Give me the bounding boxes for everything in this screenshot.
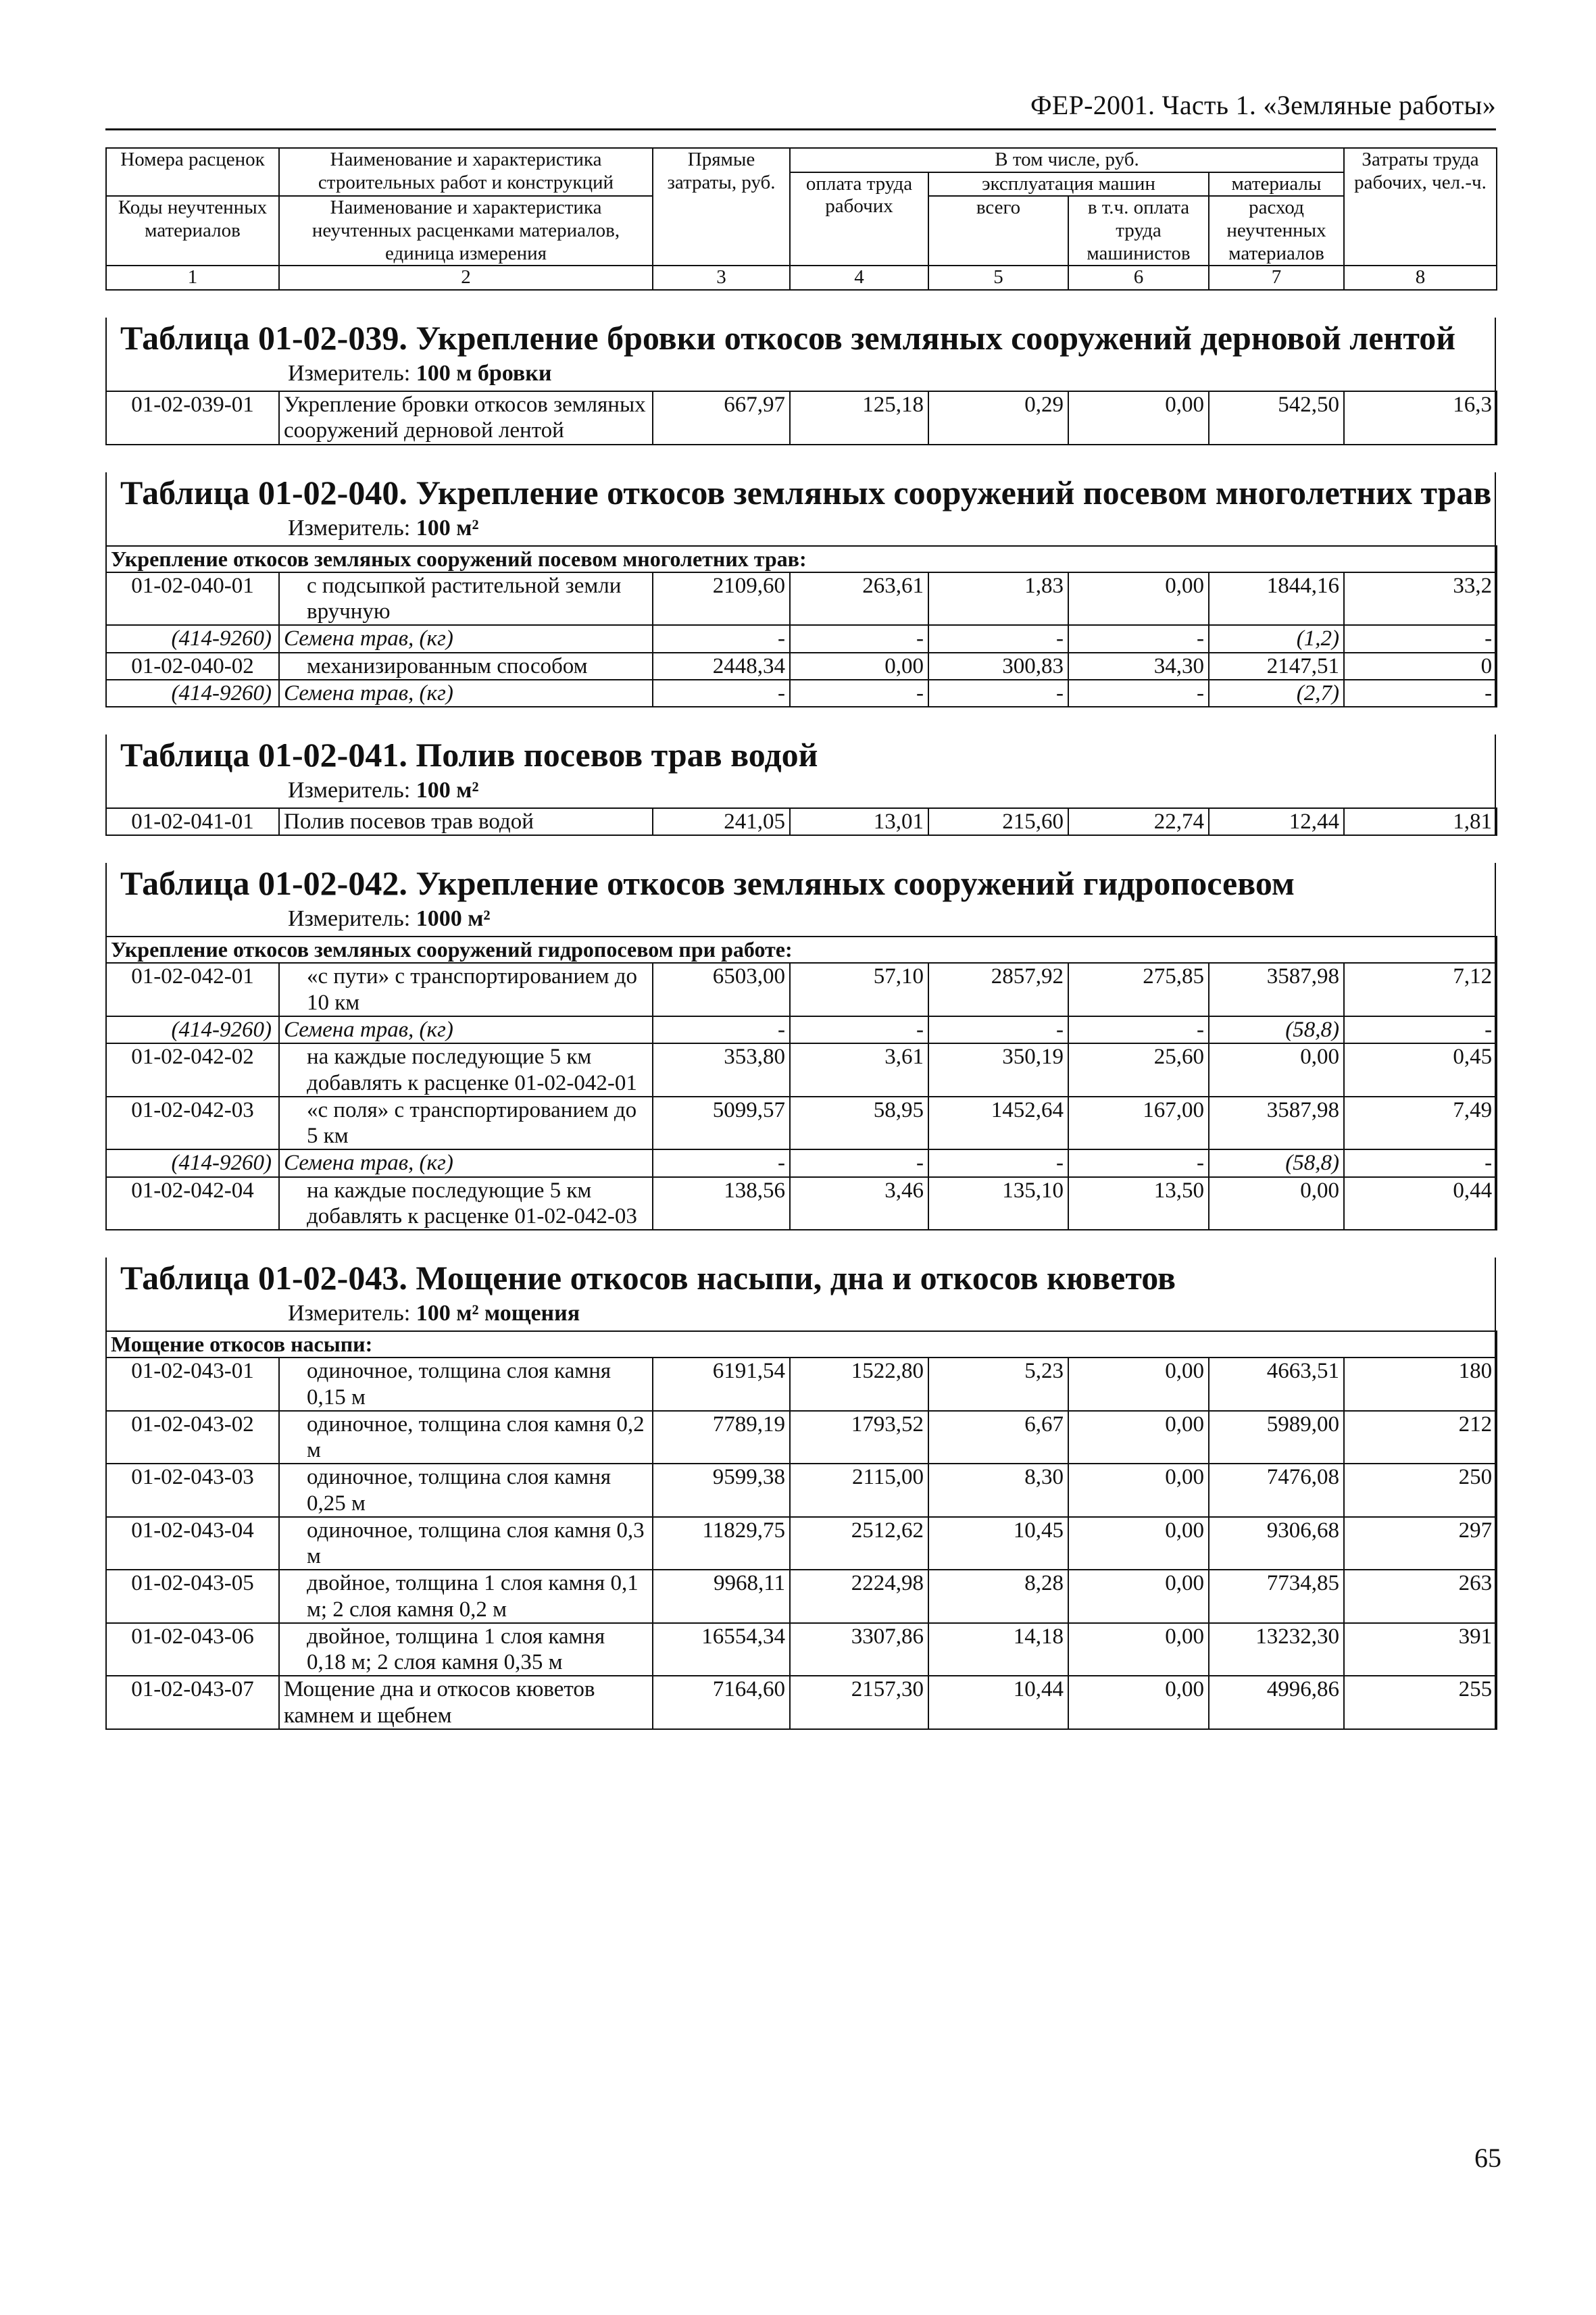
header-direct-costs: Прямые затраты, руб.	[653, 148, 790, 266]
rate-name: Мощение дна и откосов кюветов камнем и щебнем	[279, 1676, 653, 1729]
value-cell: 0,00	[1068, 1517, 1209, 1570]
value-cell: (58,8)	[1209, 1149, 1344, 1176]
value-cell: 0,00	[1068, 1570, 1209, 1623]
value-cell: 3587,98	[1209, 1097, 1344, 1150]
value-cell: -	[1068, 1016, 1209, 1043]
header-rule	[105, 128, 1496, 130]
value-cell: 33,2	[1344, 572, 1497, 626]
value-cell: (2,7)	[1209, 680, 1344, 707]
header-materials: материалы	[1209, 172, 1344, 197]
unit-label: Измеритель:	[288, 1301, 411, 1326]
unit-value: 1000 м²	[416, 906, 491, 932]
rate-code: 01-02-042-03	[106, 1097, 279, 1150]
value-cell: 7,49	[1344, 1097, 1497, 1150]
column-number: 5	[928, 266, 1068, 290]
material-row	[106, 1149, 1497, 1176]
value-cell: 0,00	[1068, 1358, 1209, 1411]
value-cell: (58,8)	[1209, 1016, 1344, 1043]
rates-table	[105, 936, 1497, 1230]
rate-code: 01-02-042-02	[106, 1043, 279, 1097]
rate-name: Полив посевов трав водой	[279, 808, 653, 835]
value-cell: 0,45	[1344, 1043, 1497, 1097]
column-number: 2	[279, 266, 653, 290]
value-cell: 7789,19	[653, 1411, 790, 1464]
price-table-section	[105, 1258, 1496, 1730]
value-cell: 250	[1344, 1464, 1497, 1517]
header-work-name: Наименование и характеристика строительных работ и конструкций	[279, 148, 653, 196]
header-rate-numbers: Номера расценок	[106, 148, 279, 196]
rate-code: 01-02-040-01	[106, 572, 279, 626]
value-cell: -	[928, 1149, 1068, 1176]
value-cell: 180	[1344, 1358, 1497, 1411]
group-heading: Укрепление откосов земляных сооружений посевом многолетних трав:	[106, 546, 1497, 572]
rate-row	[106, 572, 1497, 626]
value-cell: 25,60	[1068, 1043, 1209, 1097]
value-cell: 5099,57	[653, 1097, 790, 1150]
value-cell: -	[1344, 625, 1497, 652]
value-cell: 7164,60	[653, 1676, 790, 1729]
header-material-codes: Коды неучтенных материалов	[106, 196, 279, 266]
value-cell: 350,19	[928, 1043, 1068, 1097]
rate-row	[106, 653, 1497, 680]
unit-of-measure	[288, 906, 1496, 932]
unit-label: Измеритель:	[288, 361, 411, 387]
material-name: Семена трав, (кг)	[279, 1016, 653, 1043]
value-cell: 0,44	[1344, 1177, 1497, 1230]
value-cell: 0,00	[1209, 1177, 1344, 1230]
rate-row	[106, 808, 1497, 835]
column-number: 6	[1068, 266, 1209, 290]
value-cell: 215,60	[928, 808, 1068, 835]
value-cell: 135,10	[928, 1177, 1068, 1230]
unit-of-measure	[288, 361, 1496, 387]
value-cell: -	[1344, 1016, 1497, 1043]
value-cell: 57,10	[790, 963, 928, 1016]
rate-name: двойное, толщина 1 слоя камня 0,1 м; 2 слоя камня 0,2 м	[279, 1570, 653, 1623]
document-body	[105, 147, 1496, 1730]
value-cell: 1,81	[1344, 808, 1497, 835]
rate-code: 01-02-040-02	[106, 653, 279, 680]
value-cell: 6503,00	[653, 963, 790, 1016]
value-cell: -	[928, 680, 1068, 707]
rate-name: «с пути» с транспортированием до 10 км	[279, 963, 653, 1016]
value-cell: 2512,62	[790, 1517, 928, 1570]
rate-code: 01-02-043-06	[106, 1623, 279, 1676]
rate-row	[106, 1623, 1497, 1676]
rate-name: с подсыпкой растительной земли вручную	[279, 572, 653, 626]
unit-label: Измеритель:	[288, 906, 411, 932]
value-cell: 1793,52	[790, 1411, 928, 1464]
value-cell: 1,83	[928, 572, 1068, 626]
unit-value: 100 м бровки	[416, 361, 552, 387]
value-cell: 6191,54	[653, 1358, 790, 1411]
unit-of-measure	[288, 778, 1496, 803]
value-cell: 16554,34	[653, 1623, 790, 1676]
value-cell: 125,18	[790, 391, 928, 445]
column-number: 8	[1344, 266, 1497, 290]
rate-row	[106, 1177, 1497, 1230]
rate-name: на каждые последующие 5 км добавлять к расценке 01-02-042-01	[279, 1043, 653, 1097]
price-table-section	[105, 735, 1496, 836]
value-cell: 12,44	[1209, 808, 1344, 835]
rate-code: 01-02-043-03	[106, 1464, 279, 1517]
header-material-names: Наименование и характеристика неучтенных расценками материалов, единица измерения	[279, 196, 653, 266]
value-cell: -	[653, 1149, 790, 1176]
column-number: 1	[106, 266, 279, 290]
value-cell: 255	[1344, 1676, 1497, 1729]
rate-row	[106, 1464, 1497, 1517]
value-cell: 3,46	[790, 1177, 928, 1230]
value-cell: 13232,30	[1209, 1623, 1344, 1676]
value-cell: 16,3	[1344, 391, 1497, 445]
value-cell: 14,18	[928, 1623, 1068, 1676]
rate-code: 01-02-043-05	[106, 1570, 279, 1623]
rate-name: двойное, толщина 1 слоя камня 0,18 м; 2 слоя камня 0,35 м	[279, 1623, 653, 1676]
value-cell: -	[1344, 1149, 1497, 1176]
value-cell: 2157,30	[790, 1676, 928, 1729]
value-cell: 0,00	[1068, 391, 1209, 445]
header-material-use: расход неучтенных материалов	[1209, 196, 1344, 266]
material-code: (414-9260)	[106, 1016, 279, 1043]
value-cell: 0,00	[1068, 1411, 1209, 1464]
value-cell: -	[790, 1016, 928, 1043]
column-number: 7	[1209, 266, 1344, 290]
rate-row	[106, 1358, 1497, 1411]
value-cell: 0,00	[790, 653, 928, 680]
value-cell: 1844,16	[1209, 572, 1344, 626]
value-cell: 58,95	[790, 1097, 928, 1150]
value-cell: 263	[1344, 1570, 1497, 1623]
rate-row	[106, 1043, 1497, 1097]
header-labor-pay: оплата труда рабочих	[790, 172, 928, 266]
value-cell: -	[653, 1016, 790, 1043]
value-cell: 138,56	[653, 1177, 790, 1230]
value-cell: 0	[1344, 653, 1497, 680]
rate-name: Укрепление бровки откосов земляных сооружений дерновой лентой	[279, 391, 653, 445]
value-cell: 8,30	[928, 1464, 1068, 1517]
header-including-group: В том числе, руб.	[790, 148, 1344, 172]
value-cell: 241,05	[653, 808, 790, 835]
value-cell: -	[653, 625, 790, 652]
value-cell: -	[1068, 625, 1209, 652]
material-code: (414-9260)	[106, 625, 279, 652]
value-cell: -	[790, 625, 928, 652]
material-row	[106, 625, 1497, 652]
value-cell: 34,30	[1068, 653, 1209, 680]
column-header-table	[105, 147, 1497, 291]
value-cell: 5,23	[928, 1358, 1068, 1411]
value-cell: 3307,86	[790, 1623, 928, 1676]
price-table-section	[105, 863, 1496, 1230]
header-machines: эксплуатация машин	[928, 172, 1209, 197]
rates-table	[105, 807, 1497, 836]
rates-table	[105, 545, 1497, 707]
value-cell: 0,00	[1209, 1043, 1344, 1097]
value-cell: 0,29	[928, 391, 1068, 445]
page-number: 65	[1474, 2143, 1501, 2173]
table-title: Таблица 01-02-043. Мощение откосов насыпи, дна и откосов кюветов	[120, 1259, 1176, 1297]
unit-value: 100 м²	[416, 778, 479, 803]
value-cell: -	[1068, 1149, 1209, 1176]
material-code: (414-9260)	[106, 1149, 279, 1176]
value-cell: 0,00	[1068, 572, 1209, 626]
value-cell: 667,97	[653, 391, 790, 445]
column-number-row	[106, 266, 1497, 290]
value-cell: 8,28	[928, 1570, 1068, 1623]
rate-code: 01-02-041-01	[106, 808, 279, 835]
value-cell: 9599,38	[653, 1464, 790, 1517]
rate-name: на каждые последующие 5 км добавлять к расценке 01-02-042-03	[279, 1177, 653, 1230]
rate-code: 01-02-043-02	[106, 1411, 279, 1464]
value-cell: 353,80	[653, 1043, 790, 1097]
value-cell: 542,50	[1209, 391, 1344, 445]
value-cell: -	[653, 680, 790, 707]
value-cell: 297	[1344, 1517, 1497, 1570]
rate-row	[106, 391, 1497, 445]
rate-name: «с поля» с транспортированием до 5 км	[279, 1097, 653, 1150]
sections-container	[105, 318, 1496, 1730]
table-title: Таблица 01-02-039. Укрепление бровки откосов земляных сооружений дерновой лентой	[120, 319, 1456, 357]
value-cell: 10,45	[928, 1517, 1068, 1570]
rate-code: 01-02-043-07	[106, 1676, 279, 1729]
value-cell: -	[928, 625, 1068, 652]
value-cell: 0,00	[1068, 1623, 1209, 1676]
price-table-section	[105, 318, 1496, 445]
unit-of-measure	[288, 1301, 1496, 1326]
rate-name: одиночное, толщина слоя камня 0,3 м	[279, 1517, 653, 1570]
value-cell: (1,2)	[1209, 625, 1344, 652]
header-labor-costs: Затраты труда рабочих, чел.-ч.	[1344, 148, 1497, 266]
rate-name: механизированным способом	[279, 653, 653, 680]
rate-row	[106, 1411, 1497, 1464]
value-cell: 9306,68	[1209, 1517, 1344, 1570]
value-cell: 13,50	[1068, 1177, 1209, 1230]
header-machines-total: всего	[928, 196, 1068, 266]
rates-table	[105, 1330, 1497, 1730]
value-cell: 3,61	[790, 1043, 928, 1097]
group-heading: Мощение откосов насыпи:	[106, 1331, 1497, 1358]
rate-row	[106, 1570, 1497, 1623]
unit-value: 100 м²	[416, 515, 479, 541]
price-table-section	[105, 472, 1496, 707]
value-cell: 212	[1344, 1411, 1497, 1464]
rate-code: 01-02-043-04	[106, 1517, 279, 1570]
value-cell: 2448,34	[653, 653, 790, 680]
column-number: 4	[790, 266, 928, 290]
unit-of-measure	[288, 516, 1496, 541]
rate-row	[106, 1676, 1497, 1729]
table-title: Таблица 01-02-041. Полив посевов трав водой	[120, 736, 818, 774]
value-cell: 4663,51	[1209, 1358, 1344, 1411]
value-cell: 2147,51	[1209, 653, 1344, 680]
value-cell: -	[790, 680, 928, 707]
value-cell: 7476,08	[1209, 1464, 1344, 1517]
value-cell: -	[1344, 680, 1497, 707]
value-cell: 0,00	[1068, 1464, 1209, 1517]
value-cell: 1522,80	[790, 1358, 928, 1411]
value-cell: 9968,11	[653, 1570, 790, 1623]
value-cell: 2115,00	[790, 1464, 928, 1517]
table-title: Таблица 01-02-042. Укрепление откосов земляных сооружений гидропосевом	[120, 864, 1295, 903]
value-cell: 7,12	[1344, 963, 1497, 1016]
value-cell: -	[928, 1016, 1068, 1043]
value-cell: 3587,98	[1209, 963, 1344, 1016]
value-cell: 167,00	[1068, 1097, 1209, 1150]
rate-code: 01-02-043-01	[106, 1358, 279, 1411]
value-cell: 1452,64	[928, 1097, 1068, 1150]
rate-row	[106, 1097, 1497, 1150]
value-cell: 0,00	[1068, 1676, 1209, 1729]
table-title: Таблица 01-02-040. Укрепление откосов земляных сооружений посевом многолетних трав	[120, 473, 1492, 512]
value-cell: 263,61	[790, 572, 928, 626]
value-cell: -	[790, 1149, 928, 1176]
value-cell: 2109,60	[653, 572, 790, 626]
material-row	[106, 680, 1497, 707]
material-name: Семена трав, (кг)	[279, 625, 653, 652]
column-number: 3	[653, 266, 790, 290]
value-cell: 2224,98	[790, 1570, 928, 1623]
value-cell: 300,83	[928, 653, 1068, 680]
material-row	[106, 1016, 1497, 1043]
material-code: (414-9260)	[106, 680, 279, 707]
rate-name: одиночное, толщина слоя камня 0,15 м	[279, 1358, 653, 1411]
rates-table	[105, 391, 1497, 445]
value-cell: 11829,75	[653, 1517, 790, 1570]
value-cell: 275,85	[1068, 963, 1209, 1016]
running-header: ФЕР-2001. Часть 1. «Земляные работы»	[1030, 90, 1496, 120]
header-machinists-pay: в т.ч. оплата труда машинистов	[1068, 196, 1209, 266]
rate-code: 01-02-039-01	[106, 391, 279, 445]
rate-name: одиночное, толщина слоя камня 0,2 м	[279, 1411, 653, 1464]
value-cell: 5989,00	[1209, 1411, 1344, 1464]
value-cell: 391	[1344, 1623, 1497, 1676]
rate-code: 01-02-042-04	[106, 1177, 279, 1230]
unit-label: Измеритель:	[288, 778, 411, 803]
value-cell: -	[1068, 680, 1209, 707]
material-name: Семена трав, (кг)	[279, 680, 653, 707]
value-cell: 7734,85	[1209, 1570, 1344, 1623]
rate-row	[106, 963, 1497, 1016]
material-name: Семена трав, (кг)	[279, 1149, 653, 1176]
value-cell: 4996,86	[1209, 1676, 1344, 1729]
value-cell: 10,44	[928, 1676, 1068, 1729]
value-cell: 6,67	[928, 1411, 1068, 1464]
value-cell: 13,01	[790, 808, 928, 835]
rate-code: 01-02-042-01	[106, 963, 279, 1016]
rate-row	[106, 1517, 1497, 1570]
rate-name: одиночное, толщина слоя камня 0,25 м	[279, 1464, 653, 1517]
value-cell: 2857,92	[928, 963, 1068, 1016]
unit-label: Измеритель:	[288, 515, 411, 541]
value-cell: 22,74	[1068, 808, 1209, 835]
unit-value: 100 м² мощения	[416, 1301, 580, 1326]
group-heading: Укрепление откосов земляных сооружений гидропосевом при работе:	[106, 937, 1497, 963]
